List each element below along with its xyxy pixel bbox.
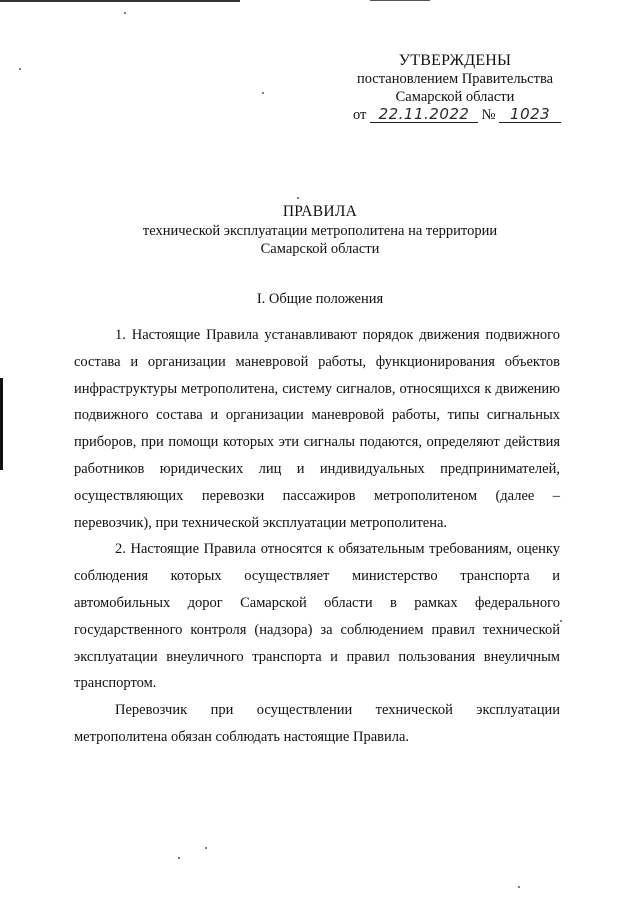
approval-stamp-block bbox=[340, 52, 570, 124]
document-body bbox=[74, 322, 560, 751]
decree-number: 1023 bbox=[499, 106, 561, 123]
section-heading: I. Общие положения bbox=[256, 291, 384, 307]
scan-speck bbox=[205, 847, 207, 849]
decree-date-number-line bbox=[340, 106, 570, 124]
scan-speck bbox=[19, 68, 21, 70]
approval-line-2: Самарской области bbox=[395, 89, 515, 105]
paragraph-3: Перевозчик при осуществлении технической эксплуатации метрополитена обязан соблюдать настоящие Правила. bbox=[74, 702, 560, 745]
paragraph-1: 1. Настоящие Правила устанавливают порядок движения подвижного состава и организации маневровой работы, функционирования объектов инфраструктуры метрополитена, систему сигналов, относящихся к движению подвижного состава и организации маневровой работы, типы сигнальных приборов, при помощи которых эти сигналы подаются, определяют действия работников юридических лиц и индивидуальных предпринимателей, осуществляющих перевозки пассажиров метрополитеном (далее – перевозчик), при технической эксплуатации метрополитена. bbox=[74, 327, 560, 531]
scan-margin-bar bbox=[0, 378, 3, 470]
scan-speck bbox=[262, 92, 264, 94]
decree-prefix: от bbox=[353, 107, 367, 123]
paragraph-2: 2. Настоящие Правила относятся к обязательным требованиям, оценку соблюдения которых осуществляет министерство транспорта и автомобильных дорог Самарской области в рамках федерального государственного контроля (надзора) за соблюдением правил технической эксплуатации внеуличного транспорта и правил пользования внеуличным транспортом. bbox=[74, 541, 560, 692]
decree-number-sign: № bbox=[481, 107, 496, 123]
approval-line-1: постановлением Правительства bbox=[356, 71, 554, 87]
approval-title: УТВЕРЖДЕНЫ bbox=[398, 52, 512, 69]
scan-speck bbox=[518, 886, 520, 888]
document-title: ПРАВИЛА bbox=[282, 203, 358, 220]
decree-date: 22.11.2022 bbox=[370, 106, 478, 123]
scan-speck bbox=[297, 197, 299, 199]
document-subtitle-line-2: Самарской области bbox=[260, 241, 380, 257]
scan-speck bbox=[560, 620, 562, 622]
scan-speck bbox=[124, 12, 126, 14]
scan-speck bbox=[178, 857, 180, 859]
document-header bbox=[80, 203, 560, 258]
scan-edge-mark bbox=[370, 0, 430, 1]
scan-edge-mark bbox=[0, 0, 240, 2]
document-subtitle-line-1: технической эксплуатации метрополитена на территории bbox=[142, 223, 498, 239]
